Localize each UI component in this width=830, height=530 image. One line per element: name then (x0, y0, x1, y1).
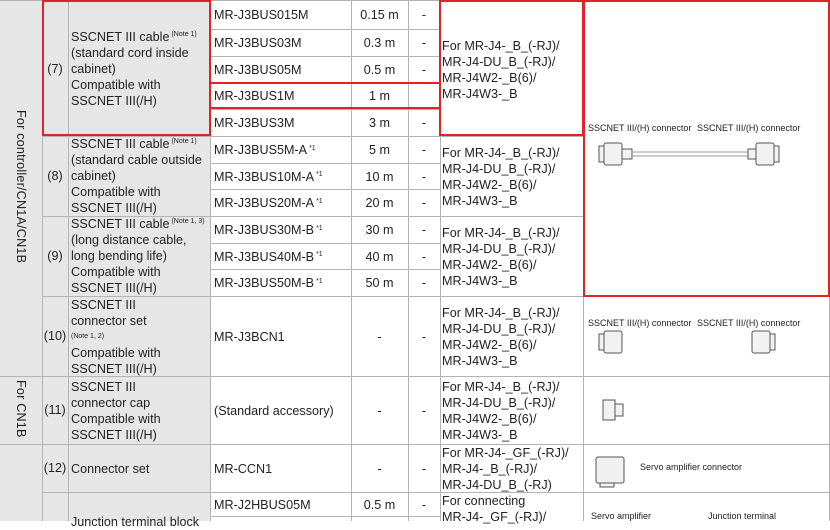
row-number: (9) (47, 249, 63, 263)
model-number: (Standard accessory) (214, 403, 334, 418)
cable-length: 0.15 m (360, 8, 399, 22)
model-number: MR-J3BUS20M-A *1 (214, 196, 323, 210)
cable-length: 50 m (365, 276, 394, 290)
item-name (71, 216, 211, 296)
item-title: SSCNET III cable (71, 137, 170, 151)
item-description: Compatible with SSCNET III(/H) (71, 346, 161, 376)
value-dash: - (421, 62, 427, 77)
model-number: MR-J3BUS015M (214, 8, 309, 22)
row-number: (8) (47, 169, 63, 183)
cable-length: 30 m (365, 223, 394, 237)
figure-label: Junction terminal (708, 511, 777, 521)
figure-label: Servo amplifier (591, 511, 652, 521)
cable-length: 40 m (365, 249, 394, 264)
applicable-models: For MR-J4-_B_(-RJ)/ MR-J4-DU_B_(-RJ)/ MR-J4W2-_B(6)/ MR-J4W3-_B (442, 379, 560, 442)
item-title: SSCNET III cable (71, 217, 170, 231)
note-ref: (Note 1, 3) (171, 218, 205, 225)
value-dash: - (421, 497, 427, 512)
model-number: MR-J3BUS50M-B *1 (214, 276, 323, 290)
item-name: Junction terminal block (71, 515, 200, 529)
cable-length: 0.5 m (363, 497, 396, 512)
row-number: (11) (44, 403, 66, 417)
note-ref: (Note 1, 2) (71, 333, 105, 340)
value-dash: - (421, 223, 427, 237)
model-number: MR-J3BCN1 (214, 329, 285, 344)
value-dash: - (421, 196, 427, 210)
item-name: Connector set (71, 461, 150, 476)
item-name (71, 297, 211, 376)
model-number: MR-J3BUS03M (214, 36, 302, 50)
figure-label: SSCNET III/(H) connector (588, 318, 692, 328)
figure-label: Servo amplifier connector (640, 462, 743, 472)
value-dash: - (421, 329, 427, 344)
cable-length: 10 m (365, 169, 394, 184)
model-number: MR-CCN1 (214, 461, 273, 476)
cable-length: - (377, 403, 382, 418)
row-number: (7) (47, 62, 63, 76)
model-number: MR-J3BUS5M-A *1 (214, 143, 316, 157)
item-name: SSCNET III connector cap Compatible with SSCNET III(/H) (71, 379, 161, 442)
cable-length: 1 m (369, 89, 390, 103)
cable-length: - (377, 329, 382, 344)
value-dash: - (421, 403, 427, 418)
group-label-controller: For controller/CN1A/CN1B (14, 110, 28, 264)
figure-label: SSCNET III/(H) connector (697, 318, 801, 328)
figure-label: SSCNET III/(H) connector (697, 123, 801, 133)
value-dash: - (421, 143, 427, 157)
cable-length: 0.3 m (363, 36, 396, 50)
applicable-models: For MR-J4-_B_(-RJ)/ MR-J4-DU_B_(-RJ)/ MR-J4W2-_B(6)/ MR-J4W3-_B (442, 145, 560, 208)
cable-length: 20 m (365, 196, 394, 210)
model-number: MR-J3BUS30M-B *1 (214, 223, 323, 237)
value-dash: - (421, 36, 427, 50)
group-label-cn1b: For CN1B (14, 380, 28, 438)
model-number: MR-J3BUS1M (214, 89, 295, 103)
applicable-models: For MR-J4-_B_(-RJ)/ MR-J4-DU_B_(-RJ)/ MR-J4W2-_B(6)/ MR-J4W3-_B (442, 225, 560, 288)
applicable-models: For connecting MR-J4-_GF_(-RJ)/ (442, 494, 547, 524)
value-dash: - (421, 116, 427, 130)
row-number: (12) (43, 461, 67, 475)
item-description: (standard cord inside cabinet) Compatible with SSCNET III(/H) (71, 46, 189, 108)
model-number: MR-J3BUS10M-A *1 (214, 169, 323, 184)
figure-label: SSCNET III/(H) connector (588, 123, 692, 133)
note-ref: (Note 1) (171, 138, 197, 145)
item-description: (standard cable outside cabinet) Compatible with SSCNET III(/H) (71, 153, 202, 215)
model-number: MR-J2HBUS05M (214, 497, 311, 512)
applicable-models: For MR-J4-_B_(-RJ)/ MR-J4-DU_B_(-RJ)/ MR-J4W2-_B(6)/ MR-J4W3-_B (442, 39, 560, 101)
value-dash: - (421, 461, 427, 476)
value-dash: - (421, 276, 427, 290)
applicable-models: For MR-J4-_GF_(-RJ)/ MR-J4-_B_(-RJ)/ MR-J4-DU_B_(-RJ) (442, 445, 569, 492)
value-dash: - (421, 249, 427, 264)
item-name (71, 136, 211, 216)
cable-length: 3 m (369, 116, 390, 130)
row-number: (10) (43, 329, 67, 343)
item-title: SSCNET III cable (71, 30, 170, 44)
model-number: MR-J3BUS3M (214, 116, 295, 130)
note-ref: (Note 1) (171, 31, 197, 38)
value-dash: - (421, 8, 427, 22)
item-title: SSCNET III connector set (71, 298, 147, 328)
value-dash: - (421, 169, 427, 184)
item-name (71, 29, 211, 119)
cable-length: 0.5 m (363, 62, 396, 77)
applicable-models: For MR-J4-_B_(-RJ)/ MR-J4-DU_B_(-RJ)/ MR-J4W2-_B(6)/ MR-J4W3-_B (442, 305, 560, 368)
cable-length: - (377, 461, 382, 476)
item-description: (long distance cable, long bending life) Compatible with SSCNET III(/H) (71, 233, 187, 295)
model-number: MR-J3BUS05M (214, 62, 302, 77)
model-number: MR-J3BUS40M-B *1 (214, 249, 323, 264)
cable-length: 5 m (369, 143, 390, 157)
